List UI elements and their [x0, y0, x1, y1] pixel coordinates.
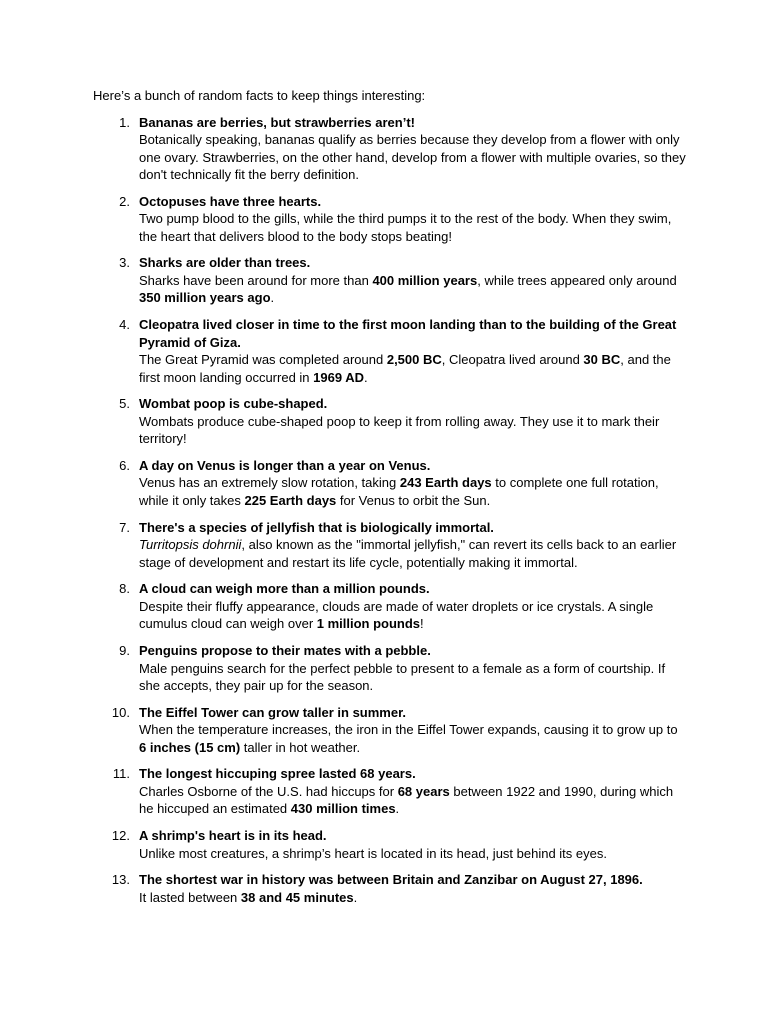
fact-number: 13. [111, 872, 130, 888]
fact-number: 12. [111, 828, 130, 844]
fact-body-text: , while trees appeared only around [477, 272, 677, 288]
fact-number: 9. [119, 643, 130, 658]
fact-title: The longest hiccuping spree lasted 68 years. [139, 766, 416, 782]
facts-list [93, 114, 688, 907]
fact-body-text: Despite their fluffy appearance, clouds are made of water droplets or ice crystals. A single cumulus cloud can weigh over [139, 598, 654, 632]
fact-body-text: When the temperature increases, the iron in the Eiffel Tower expands, causing it to grow up to [139, 722, 678, 738]
fact-body-text: It lasted between [139, 889, 241, 905]
fact-body-text: Male penguins search for the perfect pebble to present to a female as a form of courtship. If she accepts, they pair up for the season. [139, 660, 666, 693]
fact-body-text: for Venus to orbit the Sun. [336, 492, 491, 508]
fact-body [139, 272, 688, 307]
fact-title: A cloud can weigh more than a million pounds. [139, 581, 430, 597]
fact-body-text: . [353, 889, 358, 905]
fact-body-text: . [270, 290, 275, 306]
fact-title: There's a species of jellyfish that is biologically immortal. [139, 519, 494, 535]
fact-number: 6. [119, 457, 130, 473]
fact-body-italic: Turritopsis dohrnii [139, 537, 242, 553]
fact-body [139, 413, 688, 448]
fact-title: Penguins propose to their mates with a pebble. [139, 643, 431, 658]
fact-item [93, 765, 688, 818]
fact-body-emphasis: 38 and 45 minutes [240, 889, 354, 905]
fact-body [139, 783, 688, 818]
fact-body-text: . [395, 801, 400, 817]
fact-title: The shortest war in history was between Britain and Zanzibar on August 27, 1896. [139, 872, 643, 888]
fact-body [139, 845, 688, 863]
fact-body-text: , and the first moon landing occurred in [139, 352, 671, 385]
fact-body [139, 889, 688, 907]
fact-item [93, 704, 688, 757]
fact-item [93, 827, 688, 862]
fact-item [93, 457, 688, 510]
fact-body [139, 536, 688, 571]
intro-paragraph: Here’s a bunch of random facts to keep things interesting: [93, 88, 426, 103]
fact-body-emphasis: 225 Earth days [244, 492, 337, 508]
fact-body-text: ! [420, 616, 424, 632]
fact-body [139, 351, 688, 386]
fact-body-text: Venus has an extremely slow rotation, taking [139, 475, 400, 491]
fact-body-emphasis: 400 million years [372, 272, 478, 288]
fact-body [139, 474, 688, 509]
fact-title: Cleopatra lived closer in time to the first moon landing than to the building of the Great Pyramid of Giza. [139, 317, 677, 350]
fact-title: A shrimp's heart is in its head. [139, 828, 327, 844]
fact-item [93, 114, 688, 184]
fact-body-text: Unlike most creatures, a shrimp’s heart is located in its head, just behind its eyes. [139, 845, 607, 861]
fact-body-text: Two pump blood to the gills, while the third pumps it to the rest of the body. When they swim, the heart that delivers blood to the body stops beating! [139, 211, 672, 244]
fact-body [139, 721, 688, 756]
fact-body-text: Wombats produce cube-shaped poop to keep it from rolling away. They use it to mark their territory! [139, 413, 660, 447]
fact-number: 8. [119, 581, 130, 597]
fact-body-text: Botanically speaking, bananas qualify as berries because they develop from a flower with only one ovary. Strawberries, on the other hand, develop from a flower with multiple ovaries, so they don't technically fit the berry definition. [139, 132, 686, 182]
fact-item [93, 395, 688, 448]
fact-body [139, 660, 688, 695]
fact-body-text: between 1922 and 1990, during which he hiccuped an estimated [139, 783, 674, 817]
fact-item [93, 193, 688, 246]
fact-title: The Eiffel Tower can grow taller in summer. [139, 704, 407, 720]
fact-body-text: to complete one full rotation, while it only takes [139, 475, 659, 508]
fact-body-emphasis: 1969 AD [313, 369, 364, 385]
fact-body-text: . [363, 369, 368, 385]
fact-body-emphasis: 243 Earth days [399, 475, 492, 491]
fact-body-text: Sharks have been around for more than [139, 272, 373, 288]
fact-body-emphasis: 430 million times [290, 801, 396, 817]
fact-number: 2. [119, 193, 130, 209]
fact-number: 3. [119, 255, 130, 271]
fact-number: 10. [111, 704, 130, 720]
fact-number: 11. [112, 766, 130, 782]
fact-number: 1. [119, 114, 130, 130]
fact-body-text: Charles Osborne of the U.S. had hiccups for [139, 783, 398, 799]
fact-title: Bananas are berries, but strawberries aren’t! [139, 114, 416, 130]
fact-item [93, 580, 688, 633]
fact-item [93, 254, 688, 307]
fact-title: Octopuses have three hearts. [139, 193, 322, 209]
fact-body-text: , Cleopatra lived around [441, 352, 584, 368]
fact-body-emphasis: 2,500 BC [386, 352, 442, 368]
fact-item [93, 871, 688, 906]
fact-number: 5. [119, 396, 130, 412]
fact-body-emphasis: 68 years [397, 783, 450, 799]
fact-title: Wombat poop is cube-shaped. [139, 396, 328, 412]
fact-item [93, 316, 688, 386]
fact-body [139, 131, 688, 184]
fact-item [93, 519, 688, 572]
fact-body-emphasis: 30 BC [583, 352, 621, 368]
fact-body-emphasis: 6 inches (15 cm) [139, 739, 241, 755]
fact-body [139, 598, 688, 633]
fact-body-text: taller in hot weather. [240, 739, 361, 755]
fact-body-text: The Great Pyramid was completed around [139, 352, 387, 368]
fact-title: A day on Venus is longer than a year on Venus. [139, 457, 431, 473]
fact-number: 4. [119, 317, 130, 333]
fact-number: 7. [119, 519, 130, 535]
fact-item [93, 642, 688, 695]
fact-body-emphasis: 350 million years ago [139, 290, 271, 306]
fact-body [139, 210, 688, 245]
fact-title: Sharks are older than trees. [139, 255, 311, 271]
fact-body-text: , also known as the "immortal jellyfish," can revert its cells back to an earlier stage of development and restart its life cycle, potentially making it immortal. [139, 537, 677, 570]
fact-body-emphasis: 1 million pounds [316, 616, 421, 632]
